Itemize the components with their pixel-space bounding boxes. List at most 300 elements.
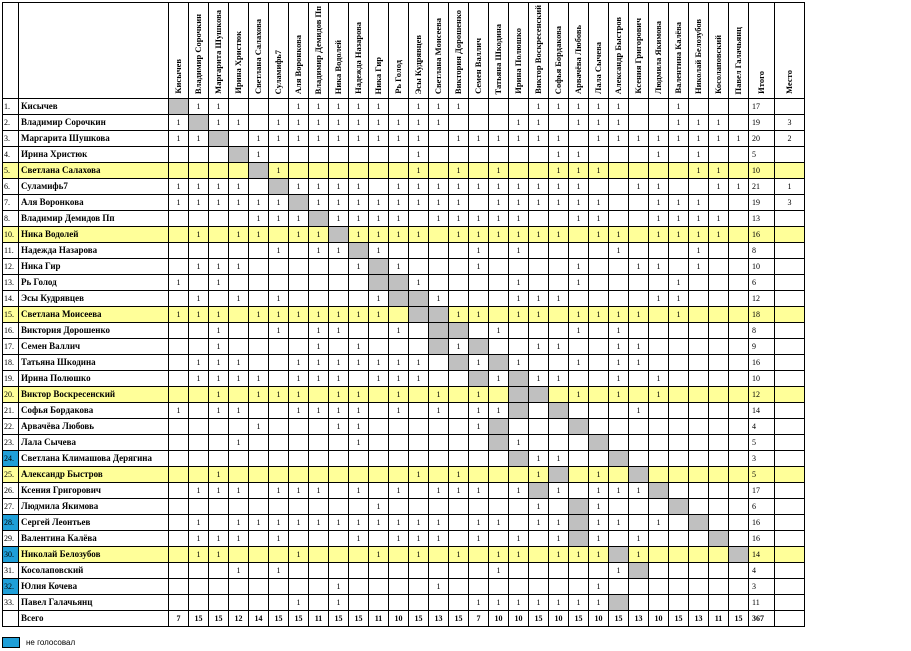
vote-cell: 1 bbox=[369, 211, 389, 227]
self-vote-cell bbox=[389, 291, 409, 307]
vote-cell: 1 bbox=[309, 195, 329, 211]
vote-cell bbox=[169, 579, 189, 595]
vote-cell bbox=[469, 563, 489, 579]
column-total: 10 bbox=[549, 611, 569, 627]
vote-cell: 1 bbox=[509, 595, 529, 611]
vote-cell bbox=[229, 307, 249, 323]
table-row bbox=[3, 163, 805, 179]
column-header-voter: Кисычев bbox=[173, 59, 184, 94]
vote-cell: 1 bbox=[549, 483, 569, 499]
vote-cell: 1 bbox=[389, 531, 409, 547]
table-row bbox=[3, 259, 805, 275]
vote-cell bbox=[649, 99, 669, 115]
vote-cell: 1 bbox=[449, 179, 469, 195]
vote-cell bbox=[429, 259, 449, 275]
vote-cell: 1 bbox=[229, 179, 249, 195]
vote-cell bbox=[289, 323, 309, 339]
vote-cell bbox=[269, 403, 289, 419]
self-vote-cell bbox=[509, 387, 529, 403]
vote-cell: 1 bbox=[289, 547, 309, 563]
vote-cell bbox=[249, 243, 269, 259]
vote-cell bbox=[689, 291, 709, 307]
row-total: 19 bbox=[749, 195, 775, 211]
vote-cell bbox=[669, 259, 689, 275]
vote-cell: 1 bbox=[529, 467, 549, 483]
vote-cell bbox=[529, 259, 549, 275]
vote-cell: 1 bbox=[429, 99, 449, 115]
column-total: 13 bbox=[429, 611, 449, 627]
vote-cell bbox=[169, 483, 189, 499]
column-header bbox=[569, 3, 589, 99]
vote-cell: 1 bbox=[189, 131, 209, 147]
vote-cell bbox=[169, 211, 189, 227]
column-header-voter: Владимир Сорочкин bbox=[193, 13, 204, 94]
vote-cell: 1 bbox=[309, 403, 329, 419]
table-row bbox=[3, 195, 805, 211]
vote-cell: 1 bbox=[389, 131, 409, 147]
column-header-voter: Софья Бордакова bbox=[553, 25, 564, 94]
row-place bbox=[775, 307, 805, 323]
vote-cell: 1 bbox=[649, 291, 669, 307]
vote-cell: 1 bbox=[389, 115, 409, 131]
vote-cell bbox=[589, 323, 609, 339]
legend-swatch bbox=[2, 637, 20, 648]
vote-cell bbox=[509, 499, 529, 515]
vote-cell: 1 bbox=[569, 147, 589, 163]
column-header bbox=[269, 3, 289, 99]
vote-cell: 1 bbox=[469, 259, 489, 275]
vote-cell bbox=[189, 339, 209, 355]
table-row bbox=[3, 467, 805, 483]
vote-cell bbox=[189, 387, 209, 403]
vote-cell: 1 bbox=[429, 179, 449, 195]
table-row bbox=[3, 179, 805, 195]
column-header bbox=[469, 3, 489, 99]
vote-cell bbox=[549, 579, 569, 595]
vote-cell: 1 bbox=[249, 307, 269, 323]
vote-cell: 1 bbox=[569, 115, 589, 131]
vote-cell: 1 bbox=[449, 339, 469, 355]
vote-cell: 1 bbox=[489, 547, 509, 563]
vote-cell bbox=[649, 355, 669, 371]
vote-cell bbox=[669, 419, 689, 435]
vote-cell bbox=[369, 595, 389, 611]
vote-cell: 1 bbox=[389, 211, 409, 227]
vote-cell: 1 bbox=[229, 355, 249, 371]
vote-cell bbox=[509, 419, 529, 435]
vote-cell: 1 bbox=[629, 547, 649, 563]
vote-cell bbox=[289, 243, 309, 259]
vote-cell bbox=[309, 147, 329, 163]
vote-cell bbox=[389, 307, 409, 323]
vote-cell: 1 bbox=[449, 483, 469, 499]
vote-cell bbox=[369, 419, 389, 435]
vote-cell: 1 bbox=[349, 179, 369, 195]
vote-cell: 1 bbox=[189, 227, 209, 243]
vote-cell bbox=[669, 387, 689, 403]
vote-cell bbox=[389, 435, 409, 451]
vote-cell: 1 bbox=[549, 99, 569, 115]
vote-cell: 1 bbox=[569, 211, 589, 227]
row-number: 27. bbox=[3, 499, 19, 515]
row-total: 6 bbox=[749, 275, 775, 291]
vote-cell: 1 bbox=[709, 179, 729, 195]
vote-cell: 1 bbox=[489, 163, 509, 179]
vote-cell: 1 bbox=[269, 291, 289, 307]
vote-cell bbox=[189, 499, 209, 515]
vote-cell bbox=[309, 531, 329, 547]
vote-cell: 1 bbox=[229, 195, 249, 211]
vote-cell: 1 bbox=[509, 547, 529, 563]
vote-cell: 1 bbox=[729, 131, 749, 147]
vote-cell: 1 bbox=[309, 371, 329, 387]
vote-cell bbox=[429, 595, 449, 611]
self-vote-cell bbox=[569, 531, 589, 547]
vote-cell bbox=[369, 483, 389, 499]
vote-cell bbox=[649, 499, 669, 515]
vote-cell bbox=[229, 131, 249, 147]
participant-name: Маргарита Шушкова bbox=[19, 131, 169, 147]
column-total: 10 bbox=[509, 611, 529, 627]
vote-cell: 1 bbox=[369, 515, 389, 531]
vote-cell: 1 bbox=[529, 339, 549, 355]
vote-cell bbox=[449, 291, 469, 307]
vote-cell: 1 bbox=[569, 275, 589, 291]
vote-cell bbox=[369, 179, 389, 195]
table-row bbox=[3, 243, 805, 259]
vote-cell: 1 bbox=[229, 531, 249, 547]
vote-cell bbox=[709, 259, 729, 275]
vote-cell bbox=[489, 531, 509, 547]
column-total: 10 bbox=[649, 611, 669, 627]
vote-cell bbox=[289, 291, 309, 307]
vote-cell bbox=[669, 531, 689, 547]
self-vote-cell bbox=[369, 275, 389, 291]
vote-cell bbox=[229, 547, 249, 563]
vote-cell: 1 bbox=[609, 563, 629, 579]
vote-cell bbox=[469, 291, 489, 307]
vote-cell bbox=[729, 99, 749, 115]
self-vote-cell bbox=[569, 499, 589, 515]
vote-cell: 1 bbox=[189, 195, 209, 211]
vote-cell bbox=[249, 595, 269, 611]
vote-cell: 1 bbox=[589, 131, 609, 147]
vote-cell: 1 bbox=[349, 515, 369, 531]
vote-cell bbox=[709, 451, 729, 467]
row-number: 30. bbox=[3, 547, 19, 563]
vote-cell bbox=[449, 531, 469, 547]
row-place bbox=[775, 323, 805, 339]
vote-cell: 1 bbox=[569, 195, 589, 211]
vote-cell bbox=[549, 563, 569, 579]
vote-cell: 1 bbox=[529, 291, 549, 307]
vote-cell bbox=[389, 499, 409, 515]
column-header bbox=[249, 3, 269, 99]
vote-cell: 1 bbox=[389, 355, 409, 371]
row-number: 2. bbox=[3, 115, 19, 131]
self-vote-cell bbox=[169, 99, 189, 115]
vote-cell: 1 bbox=[229, 435, 249, 451]
vote-cell bbox=[389, 147, 409, 163]
vote-cell bbox=[629, 275, 649, 291]
vote-cell: 1 bbox=[669, 291, 689, 307]
vote-cell: 1 bbox=[449, 547, 469, 563]
vote-cell: 1 bbox=[509, 531, 529, 547]
vote-cell: 1 bbox=[509, 243, 529, 259]
row-number: 26. bbox=[3, 483, 19, 499]
vote-cell: 1 bbox=[349, 531, 369, 547]
vote-cell bbox=[329, 499, 349, 515]
row-total: 20 bbox=[749, 131, 775, 147]
row-number: 14. bbox=[3, 291, 19, 307]
vote-cell: 1 bbox=[349, 259, 369, 275]
vote-cell bbox=[649, 115, 669, 131]
vote-cell: 1 bbox=[249, 515, 269, 531]
vote-cell bbox=[649, 451, 669, 467]
vote-cell bbox=[409, 323, 429, 339]
column-header bbox=[629, 3, 649, 99]
vote-cell bbox=[289, 147, 309, 163]
column-header bbox=[529, 3, 549, 99]
vote-cell bbox=[629, 323, 649, 339]
vote-cell bbox=[389, 99, 409, 115]
column-header-total: Итого bbox=[756, 71, 767, 94]
column-header bbox=[689, 3, 709, 99]
row-total: 16 bbox=[749, 515, 775, 531]
vote-cell: 1 bbox=[449, 131, 469, 147]
vote-cell bbox=[669, 547, 689, 563]
vote-cell: 1 bbox=[409, 195, 429, 211]
column-header-voter: Надежда Назарова bbox=[353, 22, 364, 94]
vote-cell bbox=[249, 467, 269, 483]
vote-cell: 1 bbox=[569, 307, 589, 323]
table-row bbox=[3, 403, 805, 419]
vote-cell bbox=[589, 275, 609, 291]
vote-cell: 1 bbox=[629, 307, 649, 323]
vote-cell: 1 bbox=[169, 275, 189, 291]
vote-cell bbox=[189, 211, 209, 227]
vote-cell: 1 bbox=[569, 323, 589, 339]
row-number: 28. bbox=[3, 515, 19, 531]
vote-cell bbox=[669, 451, 689, 467]
vote-cell: 1 bbox=[589, 115, 609, 131]
vote-cell: 1 bbox=[489, 403, 509, 419]
vote-cell bbox=[269, 499, 289, 515]
vote-cell bbox=[209, 291, 229, 307]
vote-cell bbox=[409, 435, 429, 451]
vote-cell: 1 bbox=[509, 195, 529, 211]
vote-cell bbox=[609, 291, 629, 307]
vote-cell bbox=[189, 563, 209, 579]
column-total: 7 bbox=[469, 611, 489, 627]
self-vote-cell bbox=[529, 387, 549, 403]
vote-cell bbox=[529, 243, 549, 259]
vote-cell: 1 bbox=[649, 131, 669, 147]
vote-cell: 1 bbox=[209, 483, 229, 499]
table-row bbox=[3, 483, 805, 499]
vote-cell bbox=[409, 243, 429, 259]
vote-cell bbox=[669, 371, 689, 387]
vote-cell: 1 bbox=[349, 115, 369, 131]
vote-cell bbox=[689, 467, 709, 483]
participant-name: Людмила Якимова bbox=[19, 499, 169, 515]
vote-cell bbox=[649, 163, 669, 179]
vote-cell bbox=[669, 595, 689, 611]
vote-cell bbox=[169, 467, 189, 483]
vote-cell: 1 bbox=[429, 291, 449, 307]
vote-cell bbox=[169, 323, 189, 339]
vote-cell bbox=[649, 595, 669, 611]
vote-cell: 1 bbox=[709, 115, 729, 131]
row-number: 10. bbox=[3, 227, 19, 243]
row-number: 29. bbox=[3, 531, 19, 547]
vote-cell bbox=[429, 275, 449, 291]
vote-cell bbox=[369, 387, 389, 403]
vote-cell bbox=[229, 387, 249, 403]
vote-cell bbox=[229, 339, 249, 355]
column-header-voter: Татьяна Шкодина bbox=[493, 23, 504, 94]
vote-cell: 1 bbox=[469, 131, 489, 147]
participant-name: Ксения Григорович bbox=[19, 483, 169, 499]
vote-cell bbox=[569, 371, 589, 387]
vote-cell: 1 bbox=[449, 195, 469, 211]
row-total: 9 bbox=[749, 339, 775, 355]
vote-cell bbox=[689, 371, 709, 387]
vote-cell bbox=[709, 499, 729, 515]
vote-cell bbox=[709, 147, 729, 163]
column-total: 15 bbox=[269, 611, 289, 627]
column-header-voter: Эсы Кудрявцев bbox=[413, 34, 424, 94]
row-total: 16 bbox=[749, 227, 775, 243]
table-row bbox=[3, 595, 805, 611]
vote-cell: 1 bbox=[589, 515, 609, 531]
vote-cell: 1 bbox=[469, 403, 489, 419]
row-number: 33. bbox=[3, 595, 19, 611]
vote-cell: 1 bbox=[309, 515, 329, 531]
vote-cell: 1 bbox=[569, 355, 589, 371]
vote-cell: 1 bbox=[709, 163, 729, 179]
vote-cell: 1 bbox=[509, 115, 529, 131]
vote-cell bbox=[549, 499, 569, 515]
totals-place-empty bbox=[775, 611, 805, 627]
vote-cell bbox=[389, 563, 409, 579]
vote-cell: 1 bbox=[429, 515, 449, 531]
vote-cell: 1 bbox=[229, 259, 249, 275]
vote-cell bbox=[229, 99, 249, 115]
vote-cell bbox=[169, 387, 189, 403]
vote-cell bbox=[269, 467, 289, 483]
vote-cell: 1 bbox=[429, 579, 449, 595]
column-header-voter: Арвачёва Любовь bbox=[573, 25, 584, 94]
self-vote-cell bbox=[329, 227, 349, 243]
vote-cell: 1 bbox=[249, 211, 269, 227]
vote-cell: 1 bbox=[609, 483, 629, 499]
vote-cell bbox=[229, 499, 249, 515]
vote-cell: 1 bbox=[409, 355, 429, 371]
self-vote-cell bbox=[269, 179, 289, 195]
vote-cell: 1 bbox=[669, 131, 689, 147]
vote-cell bbox=[689, 595, 709, 611]
vote-cell: 1 bbox=[449, 467, 469, 483]
vote-cell bbox=[729, 419, 749, 435]
vote-cell: 1 bbox=[189, 483, 209, 499]
vote-cell bbox=[209, 435, 229, 451]
self-vote-cell bbox=[689, 515, 709, 531]
column-total: 15 bbox=[569, 611, 589, 627]
vote-cell bbox=[449, 595, 469, 611]
vote-cell: 1 bbox=[289, 211, 309, 227]
column-total: 10 bbox=[589, 611, 609, 627]
vote-cell: 1 bbox=[549, 147, 569, 163]
vote-cell bbox=[729, 371, 749, 387]
vote-cell: 1 bbox=[429, 211, 449, 227]
vote-cell bbox=[349, 451, 369, 467]
self-vote-cell bbox=[409, 291, 429, 307]
column-header-voter: Аля Воронкова bbox=[293, 34, 304, 94]
row-total: 14 bbox=[749, 547, 775, 563]
vote-cell bbox=[249, 339, 269, 355]
row-number: 22. bbox=[3, 419, 19, 435]
vote-cell bbox=[669, 179, 689, 195]
vote-cell bbox=[529, 419, 549, 435]
vote-cell: 1 bbox=[289, 179, 309, 195]
vote-cell: 1 bbox=[569, 387, 589, 403]
vote-cell bbox=[609, 211, 629, 227]
vote-cell bbox=[309, 547, 329, 563]
vote-cell bbox=[729, 115, 749, 131]
row-number: 18. bbox=[3, 355, 19, 371]
column-header-voter: Ирина Христюк bbox=[233, 31, 244, 94]
vote-cell bbox=[689, 387, 709, 403]
vote-cell: 1 bbox=[349, 339, 369, 355]
vote-cell bbox=[249, 323, 269, 339]
participant-name: Арвачёва Любовь bbox=[19, 419, 169, 435]
vote-cell: 1 bbox=[289, 515, 309, 531]
vote-cell bbox=[549, 307, 569, 323]
vote-cell: 1 bbox=[329, 99, 349, 115]
vote-cell: 1 bbox=[649, 227, 669, 243]
vote-cell bbox=[729, 147, 749, 163]
vote-cell bbox=[169, 371, 189, 387]
vote-cell: 1 bbox=[249, 419, 269, 435]
vote-cell: 1 bbox=[309, 243, 329, 259]
vote-cell: 1 bbox=[629, 403, 649, 419]
vote-cell: 1 bbox=[389, 403, 409, 419]
vote-cell bbox=[669, 339, 689, 355]
vote-cell: 1 bbox=[269, 531, 289, 547]
vote-cell bbox=[409, 419, 429, 435]
column-total: 10 bbox=[389, 611, 409, 627]
participant-name: Юлия Кочева bbox=[19, 579, 169, 595]
vote-cell: 1 bbox=[189, 355, 209, 371]
row-total: 5 bbox=[749, 467, 775, 483]
self-vote-cell bbox=[389, 275, 409, 291]
vote-cell: 1 bbox=[389, 515, 409, 531]
vote-cell: 1 bbox=[269, 131, 289, 147]
vote-cell: 1 bbox=[589, 163, 609, 179]
vote-cell bbox=[449, 419, 469, 435]
vote-cell: 1 bbox=[709, 211, 729, 227]
table-row bbox=[3, 435, 805, 451]
vote-cell bbox=[469, 451, 489, 467]
vote-cell bbox=[609, 467, 629, 483]
vote-cell bbox=[609, 163, 629, 179]
column-header bbox=[549, 3, 569, 99]
vote-cell bbox=[169, 435, 189, 451]
vote-cell bbox=[429, 243, 449, 259]
vote-cell bbox=[269, 579, 289, 595]
vote-cell bbox=[569, 291, 589, 307]
